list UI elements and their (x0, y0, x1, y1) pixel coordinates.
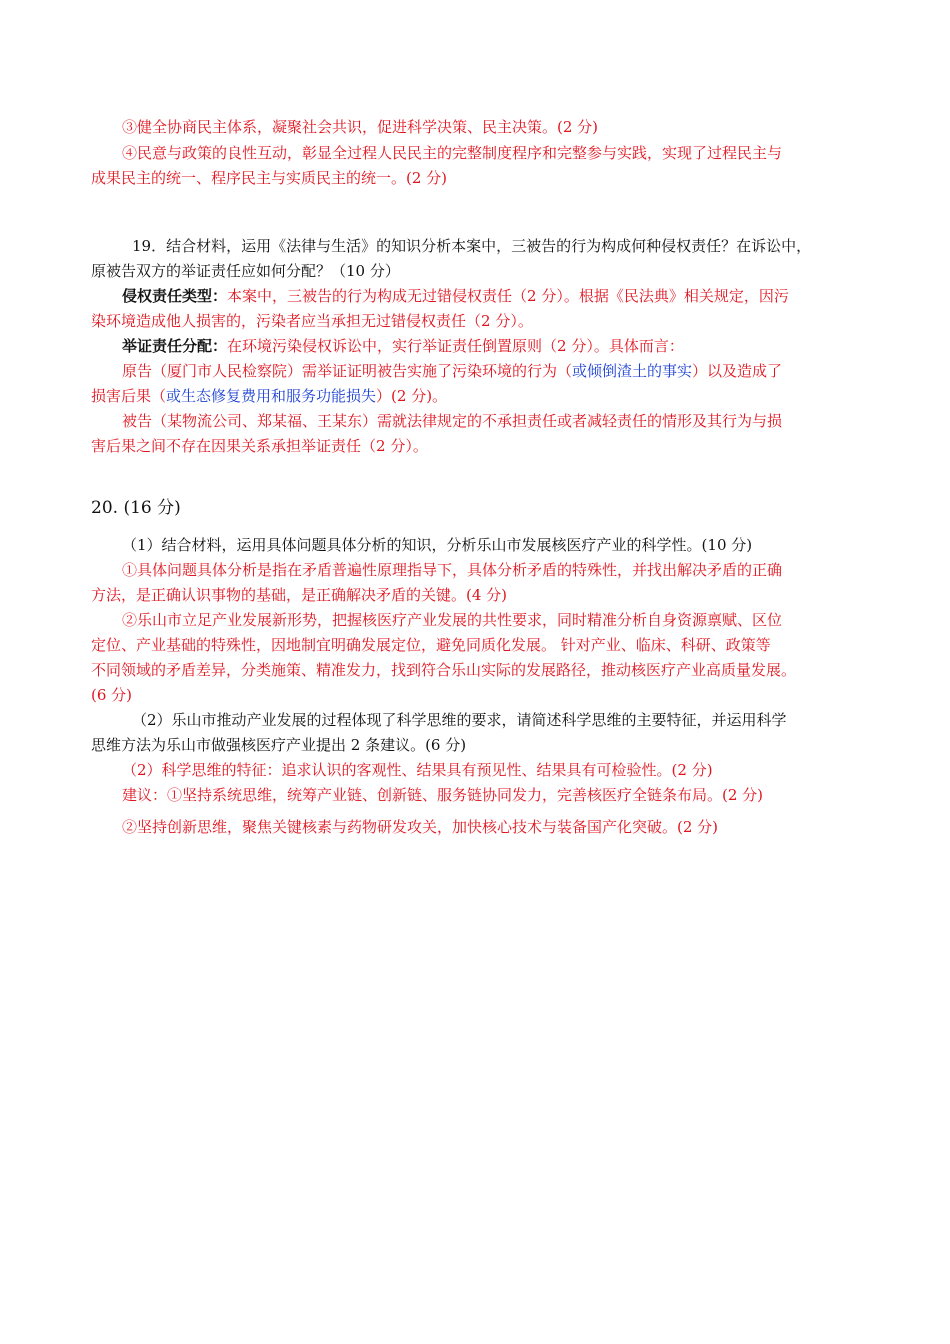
q20-sub2-question-line-2: 思维方法为乐山市做强核医疗产业提出 2 条建议。(6 分) (91, 736, 467, 754)
q20-sub1-answer-2-line-1: ②乐山市立足产业发展新形势，把握核医疗产业发展的共性要求，同时精准分析自身资源禀赋、区位 (122, 611, 783, 629)
q20-sub2-answer-line-1: （2）科学思维的特征：追求认识的客观性、结果具有预见性、结果具有可检验性。(2 分) (122, 761, 713, 779)
q19-defendant-line-2: 害后果之间不存在因果关系承担举证责任（2 分）。 (91, 437, 428, 455)
q19-plaintiff-text-a: 原告（厦门市人民检察院）需举证证明被告实施了污染环境的行为（ (122, 362, 573, 380)
q20-heading: 20. (16 分) (91, 498, 181, 518)
q18-point-4-line-1: ④民意与政策的良性互动，彰显全过程人民民主的完整制度程序和完整参与实践，实现了过程民主与 (122, 144, 783, 162)
q20-sub1-answer-1-line-2: 方法，是正确认识事物的基础，是正确解决矛盾的关键。(4 分) (91, 586, 508, 604)
q19-type-text: 本案中，三被告的行为构成无过错侵权责任（2 分）。根据《民法典》相关规定，因污 (227, 287, 789, 305)
q19-type-label: 侵权责任类型： (122, 287, 228, 305)
q19-plaintiff-text-b: ）以及造成了 (692, 362, 783, 380)
q20-sub2-answer-line-2: 建议：①坚持系统思维，统筹产业链、创新链、服务链协同发力，完善核医疗全链条布局。(2 分) (122, 786, 764, 804)
q19-burden-label: 举证责任分配： (122, 337, 228, 355)
q19-type-answer-line-1 (122, 286, 789, 306)
q19-question-line-2: 原被告双方的举证责任应如何分配？（10 分） (91, 262, 400, 280)
q20-sub2-answer-line-3: ②坚持创新思维，聚焦关键核素与药物研发攻关，加快核心技术与装备国产化突破。(2 分) (122, 818, 719, 836)
q20-sub1-answer-2-line-2: 定位、产业基础的特殊性，因地制宜明确发展定位，避免同质化发展。 针对产业、临床、科研、政策等 (91, 636, 771, 654)
q19-plaintiff-text-c: 损害后果（ (91, 387, 167, 405)
q19-plaintiff-alt-b: 或生态修复费用和服务功能损失 (166, 387, 377, 405)
q20-sub1-answer-1-line-1: ①具体问题具体分析是指在矛盾普遍性原理指导下，具体分析矛盾的特殊性，并找出解决矛盾的正确 (122, 561, 783, 579)
q18-point-3: ③健全协商民主体系，凝聚社会共识，促进科学决策、民主决策。(2 分) (122, 118, 599, 136)
q19-burden-answer (122, 336, 684, 356)
q19-type-answer-line-2: 染环境造成他人损害的，污染者应当承担无过错侵权责任（2 分）。 (91, 312, 533, 330)
q19-question-line-1: 19．结合材料，运用《法律与生活》的知识分析本案中，三被告的行为构成何种侵权责任？在诉讼中， (132, 237, 812, 255)
q20-sub1-answer-2-line-4: (6 分) (91, 686, 133, 704)
q19-defendant-line-1: 被告（某物流公司、郑某福、王某东）需就法律规定的不承担责任或者减轻责任的情形及其行为与损 (122, 412, 783, 430)
q20-sub2-question-line-1: （2）乐山市推动产业发展的过程体现了科学思维的要求，请简述科学思维的主要特征，并运用科学 (132, 711, 787, 729)
q19-plaintiff-line-1 (122, 361, 782, 381)
q19-plaintiff-alt-a: 或倾倒渣土的事实 (572, 362, 693, 380)
q19-plaintiff-line-2 (91, 386, 447, 406)
q18-point-4-line-2: 成果民主的统一、程序民主与实质民主的统一。(2 分) (91, 169, 448, 187)
q19-burden-text: 在环境污染侵权诉讼中，实行举证责任倒置原则（2 分）。具体而言： (227, 337, 684, 355)
q20-sub1-answer-2-line-3: 不同领域的矛盾差异，分类施策、精准发力，找到符合乐山实际的发展路径，推动核医疗产业高质量发展。 (91, 661, 797, 679)
q19-plaintiff-text-d: ）(2 分)。 (376, 387, 448, 405)
q20-sub1-question: （1）结合材料，运用具体问题具体分析的知识，分析乐山市发展核医疗产业的科学性。(10 分) (122, 536, 753, 554)
